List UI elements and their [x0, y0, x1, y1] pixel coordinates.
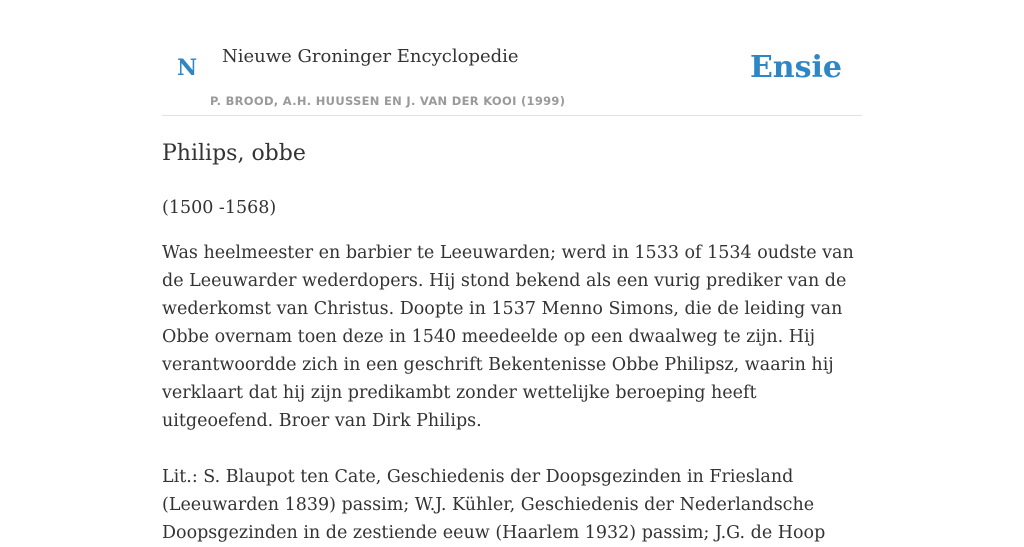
- book-letter-logo: N: [177, 55, 198, 81]
- entry-content: [162, 116, 862, 547]
- entry-body: Was heelmeester en barbier te Leeuwarden; werd in 1533 of 1534 oudste van de Leeuwarder wederdopers. Hij stond bekend als een vurig prediker van de wederkomst van Christus. Doopte in 1537 Menno Simons, die de leiding van Obbe overnam toen deze in 1540 meedeelde op een dwaalweg te zijn. Hij verantwoordde zich in een geschrift Bekentenisse Obbe Philipsz, waarin hij verklaart dat hij zijn predikambt zonder wettelijke beroeping heeft uitgeoefend. Broer van Dirk Philips.: [162, 243, 854, 431]
- entry-literature: Lit.: S. Blaupot ten Cate, Geschiedenis der Doopsgezinden in Friesland (Leeuwarden 1839) passim; W.J. Kühler, Geschiedenis der Nederlandsche Doopsgezinden in de zestiende eeuw (Haarlem 1932) passim; J.G. de Hoop: [162, 467, 826, 543]
- entry-dates: (1500 -1568): [162, 198, 277, 218]
- book-title[interactable]: Nieuwe Groninger Encyclopedie: [222, 46, 519, 67]
- book-authors: P. BROOD, A.H. HUUSSEN EN J. VAN DER KOOI (1999): [210, 94, 566, 108]
- entry-title: Philips, obbe: [162, 141, 306, 166]
- page-header: [162, 0, 862, 116]
- ensie-logo-link[interactable]: Ensie: [749, 50, 842, 85]
